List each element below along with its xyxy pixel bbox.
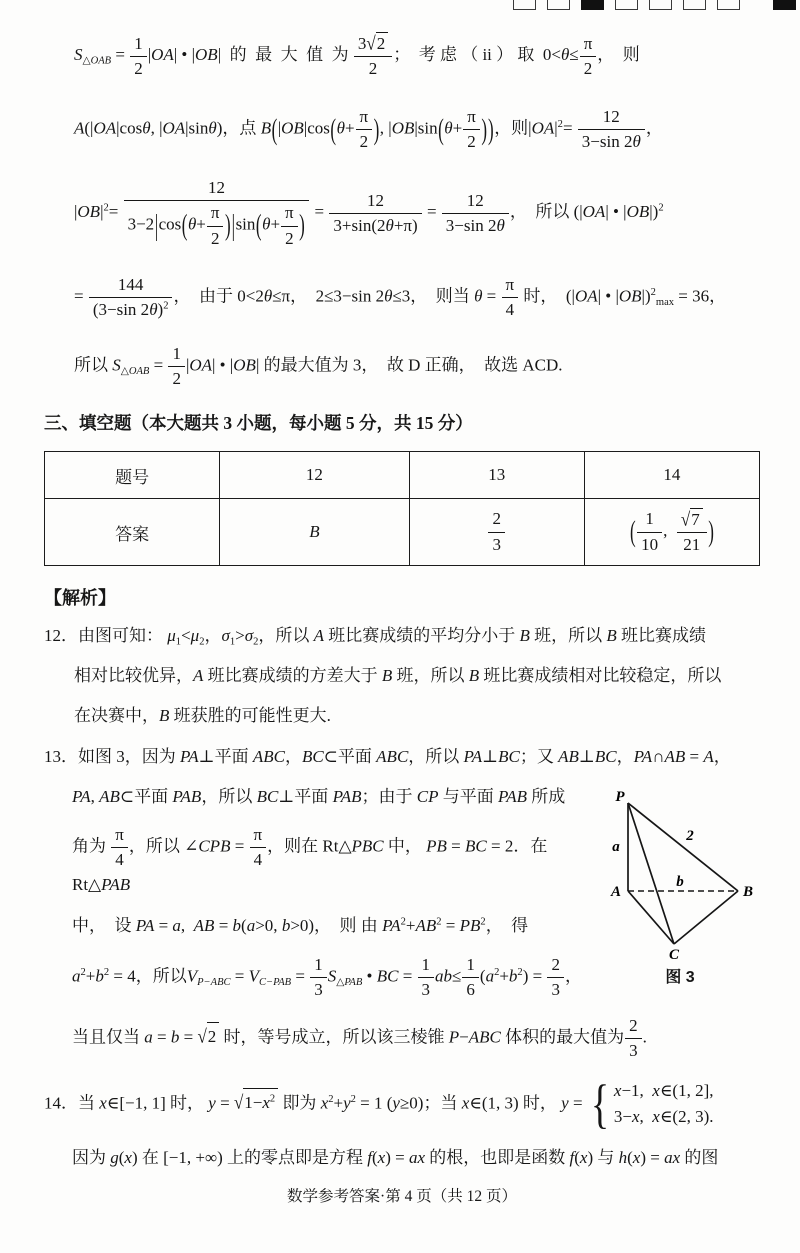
tetrahedron-diagram xyxy=(602,787,758,962)
vertex-label-a: A xyxy=(610,883,622,900)
text-line: 12．由图可知： $\mu_1<\mu_2$，$\sigma_1>\sigma_2$，所以 A 班比赛成绩的平均分小于 B 班，所以 B 班比赛成绩 xyxy=(44,626,707,648)
table-cell-answer-14: ( $\frac{1}{10}$ , $\frac{√7}{21}$ ) xyxy=(584,499,759,566)
edge-label-a: a xyxy=(612,838,620,855)
text-line: 角为 $\frac{\pi}{4}$ ，所以 ∠CPB = $\frac{\pi}{4}$ ，则在 Rt△PBC 中， PB = BC = 2．在 Rt△PAB xyxy=(72,824,552,895)
empty-mark xyxy=(683,0,706,10)
text-line: 在决赛中，B 班获胜的可能性更大. xyxy=(74,706,331,726)
math-line-3: $|OB|^2=$ 12 3−2|cos(θ+ $\frac{\pi}{2}$ )|sin(θ+ $\frac{\pi}{2}$ ) = $\frac{12}{3+\sin(2\theta+\pi)}$ = $\frac{12}{3-\sin 2\theta}$ ， 所以 (|OA| • |OB|)$^2$ xyxy=(74,178,664,248)
table-cell-q14: 14 xyxy=(584,452,759,499)
solution-11-block xyxy=(44,32,760,390)
analysis-item-12 xyxy=(44,622,760,730)
vertex-label-c: C xyxy=(668,946,680,962)
page-footer: 数学参考答案·第 4 页（共 12 页） xyxy=(287,1187,517,1205)
analysis-item-13 xyxy=(44,743,760,1062)
registration-marks xyxy=(502,0,796,14)
text-line: PA, AB⊂平面 PAB，所以 BC⊥平面 PAB；由于 CP 与平面 PAB 所成 xyxy=(72,786,566,806)
analysis-item-14 xyxy=(44,1074,760,1171)
figure-caption: 图 3 xyxy=(665,968,695,986)
answers-table xyxy=(44,451,760,566)
empty-mark xyxy=(717,0,740,10)
table-cell-q13: 13 xyxy=(409,452,584,499)
text-line: 因为 g(x) 在 [−1, +∞) 上的零点即是方程 f(x) = ax 的根，也即是函数 f(x) 与 h(x) = ax 的图 xyxy=(72,1147,719,1167)
empty-mark xyxy=(513,0,536,10)
table-cell-label-answer: 答案 xyxy=(45,499,220,566)
empty-mark xyxy=(649,0,672,10)
table-row-headers xyxy=(45,452,760,499)
math-line-4: = $\frac{144}{(3-\sin 2\theta)^2}$ ， 由于 0<2θ≤π， 2≤3−sin 2θ≤3， 则当 θ = $\frac{\pi}{4}$ 时， (|OA| • |OB|)$^2_{max}$ = 36， xyxy=(74,274,727,319)
item13-line-1: 13．如图 3，因为 PA⊥平面 ABC，BC⊂平面 ABC，所以 PA⊥BC；又 AB⊥BC，PA∩AB = A， xyxy=(44,746,731,766)
edge-label-2: 2 xyxy=(686,827,694,844)
math-line-5: 所以 $S_{\triangle OAB}$ = $\frac{1}{2}$ |OA| • |OB| 的最大值为 3， 故 D 正确， 故选 ACD. xyxy=(74,343,563,388)
section-title: 三、填空题 xyxy=(44,413,132,434)
empty-mark xyxy=(615,0,638,10)
empty-mark xyxy=(547,0,570,10)
section-header xyxy=(44,410,760,435)
figure-3 xyxy=(602,787,758,987)
item13-tail-line: 当且仅当 a = b = √2 时，等号成立，所以该三棱锥 P−ABC 体积的最大值为 $\frac{2}{3}$ . xyxy=(72,1015,647,1060)
filled-mark xyxy=(773,0,796,10)
analysis-label: 【解析】 xyxy=(44,588,116,609)
text-line: 中， 设 PA = a, AB = b(a>0, b>0)， 则 由 $PA^2+AB^2 = PB^2$， 得 xyxy=(72,916,529,936)
filled-mark xyxy=(581,0,604,10)
table-cell-label-number: 题号 xyxy=(45,452,220,499)
text-line: $a^2+b^2 = 4$，所以$V_{P-ABC} = V_{C-PAB}$ = $\frac{1}{3}$ $S_{\triangle PAB}$ • BC = $\frac{1}{3}$ ab≤ $\frac{1}{6}$ $(a^2+b^2)$ = $\frac{2}{3}$ ， xyxy=(72,954,582,999)
text-line: 14．当 x∈[−1, 1] 时， $y = √1-x^2$ 即为 $x^2+y^2 = 1$ (y≥0)；当 x∈(1, 3) 时， y = { x−1, x∈(1, 2], 3−x, x∈(2, 3). xyxy=(44,1074,714,1135)
edge-label-b: b xyxy=(676,873,684,890)
table-cell-q12: 12 xyxy=(220,452,409,499)
text-line: 相对比较优异，A 班比赛成绩的方差大于 B 班，所以 B 班比赛成绩相对比较稳定，所以 xyxy=(74,666,722,686)
table-row-answers xyxy=(45,499,760,566)
table-cell-answer-13: $\frac{2}{3}$ xyxy=(409,499,584,566)
vertex-label-p: P xyxy=(615,788,625,805)
math-line-2: A(|OA|cosθ, |OA|sinθ)，点 B(|OB|cos(θ+ $\frac{\pi}{2}$ ), |OB|sin(θ+ $\frac{\pi}{2}$ ))，则$|OA|^2=$ $\frac{12}{3-\sin 2\theta}$ ， xyxy=(74,107,663,152)
table-cell-answer-12: B xyxy=(220,499,409,566)
section-subtitle: （本大题共 3 小题，每小题 5 分，共 15 分） xyxy=(131,413,473,434)
vertex-label-b: B xyxy=(742,883,754,900)
math-line-1: $S_{\triangle OAB}$ = $\frac{1}{2}$ |OA| • |OB| 的 最 大 值 为 $\frac{3√2}{2}$ ； 考 虑 （ ii ） 取 0<θ≤ $\frac{\pi}{2}$ ， 则 xyxy=(74,32,640,79)
